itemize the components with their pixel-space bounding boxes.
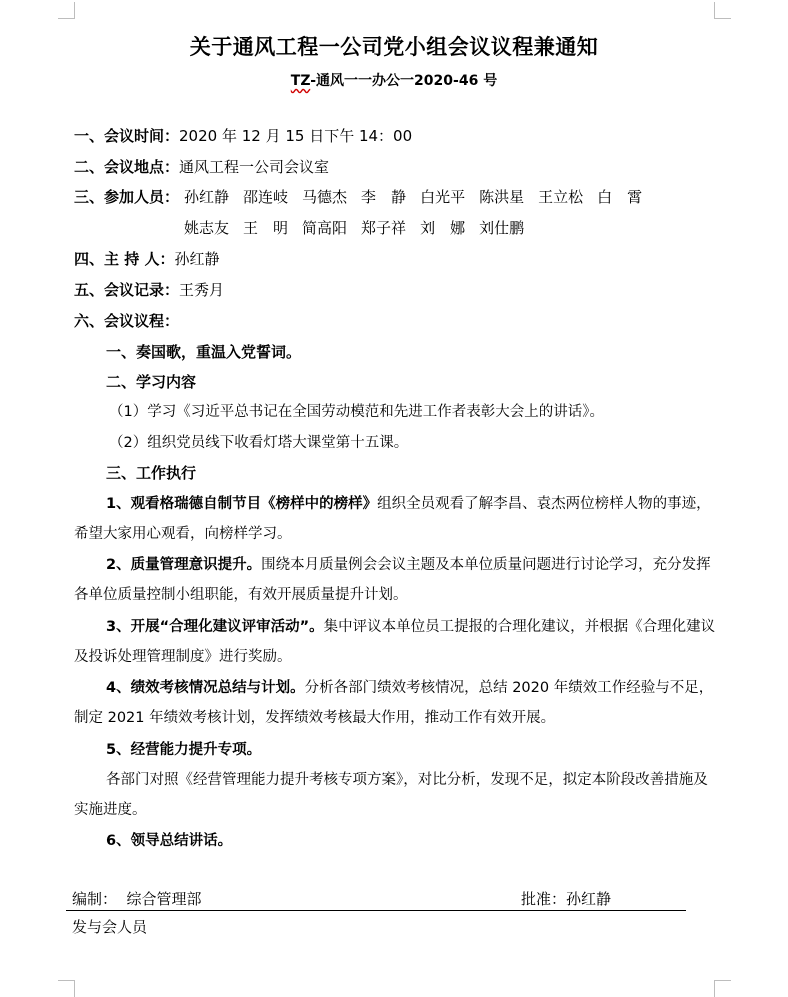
distribution-line: 发与会人员 xyxy=(72,918,148,936)
attendee-name: 简高阳 xyxy=(302,219,348,237)
work-item-2 xyxy=(74,550,716,610)
host-label: 四、主 持 人： xyxy=(74,250,175,268)
work-item-5-text: 各部门对照《经营管理能力提升考核专项方案》，对比分析，发现不足，拟定本阶段改善措施及实施进度。 xyxy=(74,772,708,818)
work-item-3-heading: 3、开展“合理化建议评审活动”。 xyxy=(106,619,324,635)
work-item-6 xyxy=(74,826,716,856)
work-item-5-heading: 5、经营能力提升专项。 xyxy=(106,742,262,758)
crop-mark-bottom-left xyxy=(58,980,75,997)
study-item-2: （2）组织党员线下收看灯塔大课堂第十五课。 xyxy=(109,435,409,451)
meeting-place-label: 二、会议地点： xyxy=(74,158,180,176)
study-item-1: （1）学习《习近平总书记在全国劳动模范和先进工作者表彰大会上的讲话》。 xyxy=(109,404,604,420)
attendee-name: 刘 娜 xyxy=(420,219,466,237)
attendees-row-1 xyxy=(184,187,656,207)
attendee-name: 白光平 xyxy=(420,188,466,206)
document-number xyxy=(0,70,788,90)
meeting-time-value: 2020 年 12 月 15 日下午 14：00 xyxy=(179,127,413,145)
work-item-2-text: 围绕本月质量例会会议主题及本单位质量问题进行讨论学习，充分发挥各单位质量控制小组职能，有效开展质量提升计划。 xyxy=(74,557,711,603)
attendee-name: 白 霄 xyxy=(597,188,643,206)
attendees xyxy=(74,187,179,207)
attendees-row-2 xyxy=(184,218,538,238)
recorder-label: 五、会议记录： xyxy=(74,281,180,299)
host xyxy=(74,249,219,269)
meeting-time-label: 一、会议时间： xyxy=(74,127,180,145)
recorder xyxy=(74,280,224,300)
attendee-name: 孙红静 xyxy=(184,188,230,206)
agenda-section-2: 二、学习内容 xyxy=(106,373,197,391)
attendee-name: 王立松 xyxy=(538,188,584,206)
agenda-section-1: 一、奏国歌，重温入党誓词。 xyxy=(106,343,302,361)
work-item-3-text: 集中评议本单位员工提报的合理化建议，并根据《合理化建议及投诉处理管理制度》进行奖励。 xyxy=(74,619,716,665)
editor-line: 编制： 综合管理部 xyxy=(72,890,202,908)
crop-mark-top-right xyxy=(714,2,731,19)
footer-rule xyxy=(66,910,686,911)
work-item-4-text: 分析各部门绩效考核情况，总结 2020 年绩效工作经验与不足，制定 2021 年绩效考核计划，发挥绩效考核最大作用，推动工作有效开展。 xyxy=(74,680,714,726)
agenda-section-3: 三、工作执行 xyxy=(106,464,197,482)
attendee-name: 王 明 xyxy=(243,219,289,237)
agenda-label: 六、会议议程： xyxy=(74,312,180,330)
work-item-3 xyxy=(74,612,716,672)
work-item-2-heading: 2、质量管理意识提升。 xyxy=(106,557,262,573)
doc-number-rest: -通风一一办公一2020-46 号 xyxy=(310,73,498,89)
crop-mark-top-left xyxy=(58,2,75,19)
recorder-value: 王秀月 xyxy=(179,281,225,299)
attendee-name: 刘仕鹏 xyxy=(479,219,525,237)
work-item-6-heading: 6、领导总结讲话。 xyxy=(106,833,233,849)
work-item-1-heading: 1、观看格瑞德自制节目《榜样中的榜样》 xyxy=(106,496,378,512)
agenda xyxy=(74,311,179,331)
crop-mark-bottom-right xyxy=(714,980,731,997)
attendee-name: 陈洪星 xyxy=(479,188,525,206)
work-item-1 xyxy=(74,489,716,549)
meeting-time xyxy=(74,126,412,146)
meeting-place-value: 通风工程一公司会议室 xyxy=(179,158,330,176)
work-item-1-text: 组织全员观看了解李昌、袁杰两位榜样人物的事迹，希望大家用心观看，向榜样学习。 xyxy=(74,496,711,542)
attendee-name: 马德杰 xyxy=(302,188,348,206)
attendee-name: 邵连岐 xyxy=(243,188,289,206)
attendees-label: 三、参加人员： xyxy=(74,188,180,206)
work-item-5-heading-line xyxy=(74,735,716,765)
approver-line: 批准：孙红静 xyxy=(521,890,612,908)
meeting-place xyxy=(74,157,329,177)
work-item-4-heading: 4、绩效考核情况总结与计划。 xyxy=(106,680,305,696)
doc-number-prefix: TZ xyxy=(290,73,311,89)
document-title: 关于通风工程一公司党小组会议议程兼通知 xyxy=(189,35,599,59)
attendee-name: 郑子祥 xyxy=(361,219,407,237)
work-item-4 xyxy=(74,673,716,733)
attendee-name: 李 静 xyxy=(361,188,407,206)
host-value: 孙红静 xyxy=(174,250,220,268)
attendee-name: 姚志友 xyxy=(184,219,230,237)
